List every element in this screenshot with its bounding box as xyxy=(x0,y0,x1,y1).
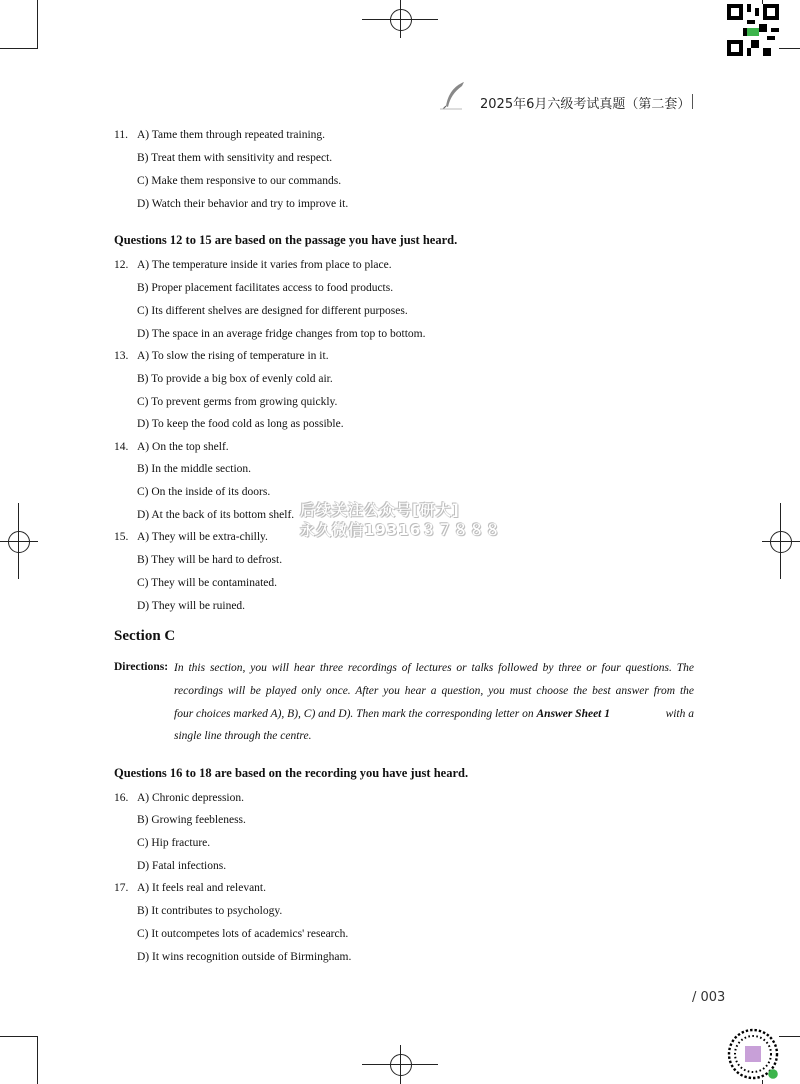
directions-line: single line through the centre. xyxy=(174,730,312,742)
option-a: A) The temperature inside it varies from place to place. xyxy=(137,259,392,271)
option-d: D) Watch their behavior and try to improve it. xyxy=(137,198,349,210)
directions-line: recordings will be played only once. After you hear a question, you must choose the best answer from the xyxy=(174,685,694,697)
crop-mark xyxy=(0,48,38,49)
passage-heading: Questions 12 to 15 are based on the passage you have just heard. xyxy=(114,233,458,247)
option-d: D) At the back of its bottom shelf. xyxy=(137,509,295,521)
option-d: D) Fatal infections. xyxy=(137,860,227,872)
option-a: A) They will be extra-chilly. xyxy=(137,531,268,543)
question-number: 14. xyxy=(114,441,129,453)
question-number: 11. xyxy=(114,129,128,141)
question-number: 13. xyxy=(114,350,129,362)
option-b: B) It contributes to psychology. xyxy=(137,905,283,917)
crop-mark xyxy=(0,1036,38,1037)
crop-mark xyxy=(37,0,38,48)
question-number: 15. xyxy=(114,531,129,543)
answer-sheet-ref: Answer Sheet 1 xyxy=(536,708,611,720)
recording-heading: Questions 16 to 18 are based on the recording you have just heard. xyxy=(114,766,469,780)
option-c: C) They will be contaminated. xyxy=(137,577,277,589)
option-c: C) Its different shelves are designed for different purposes. xyxy=(137,305,408,317)
section-title: Section C xyxy=(114,628,176,644)
option-c: C) To prevent germs from growing quickly. xyxy=(137,396,338,408)
question-number: 17. xyxy=(114,882,129,894)
option-a: A) On the top shelf. xyxy=(137,441,229,453)
option-d: D) To keep the food cold as long as possible. xyxy=(137,418,344,430)
option-b: B) Proper placement facilitates access to food products. xyxy=(137,282,394,294)
header-title: 2025年6月六级考试真题（第二套） xyxy=(480,97,691,112)
option-d: D) They will be ruined. xyxy=(137,600,246,612)
question-number: 16. xyxy=(114,792,129,804)
question-number: 12. xyxy=(114,259,129,271)
option-c: C) Make them responsive to our commands. xyxy=(137,175,342,187)
option-b: B) Growing feebleness. xyxy=(137,814,246,826)
option-a: A) Chronic depression. xyxy=(137,792,244,804)
feather-quill-icon xyxy=(440,80,468,110)
directions-line: four choices marked A), B), C) and D). Then mark the corresponding letter on Answer Sheet 1 with a xyxy=(174,708,694,720)
option-a: A) Tame them through repeated training. xyxy=(137,129,326,141)
option-b: B) Treat them with sensitivity and respect. xyxy=(137,152,333,164)
option-d: D) The space in an average fridge changes from top to bottom. xyxy=(137,328,426,340)
option-c: C) Hip fracture. xyxy=(137,837,211,849)
header-divider xyxy=(692,94,693,109)
option-b: B) They will be hard to defrost. xyxy=(137,554,283,566)
qr-code-icon xyxy=(727,4,779,56)
option-b: B) In the middle section. xyxy=(137,463,252,475)
option-c: C) It outcompetes lots of academics' research. xyxy=(137,928,349,940)
option-c: C) On the inside of its doors. xyxy=(137,486,271,498)
directions-label: Directions: xyxy=(114,661,169,673)
watermark: 后续关注公众号[研大] 永久微信19316３７８８８ xyxy=(300,501,502,539)
option-a: A) To slow the rising of temperature in it. xyxy=(137,350,329,362)
qr-code-icon xyxy=(727,1028,779,1080)
option-b: B) To provide a big box of evenly cold air. xyxy=(137,373,333,385)
directions-line: In this section, you will hear three recordings of lectures or talks followed by three or four questions. The xyxy=(174,662,694,674)
option-d: D) It wins recognition outside of Birmingham. xyxy=(137,951,352,963)
crop-mark xyxy=(37,1036,38,1084)
page-number: / 003 xyxy=(692,990,726,1005)
option-a: A) It feels real and relevant. xyxy=(137,882,266,894)
